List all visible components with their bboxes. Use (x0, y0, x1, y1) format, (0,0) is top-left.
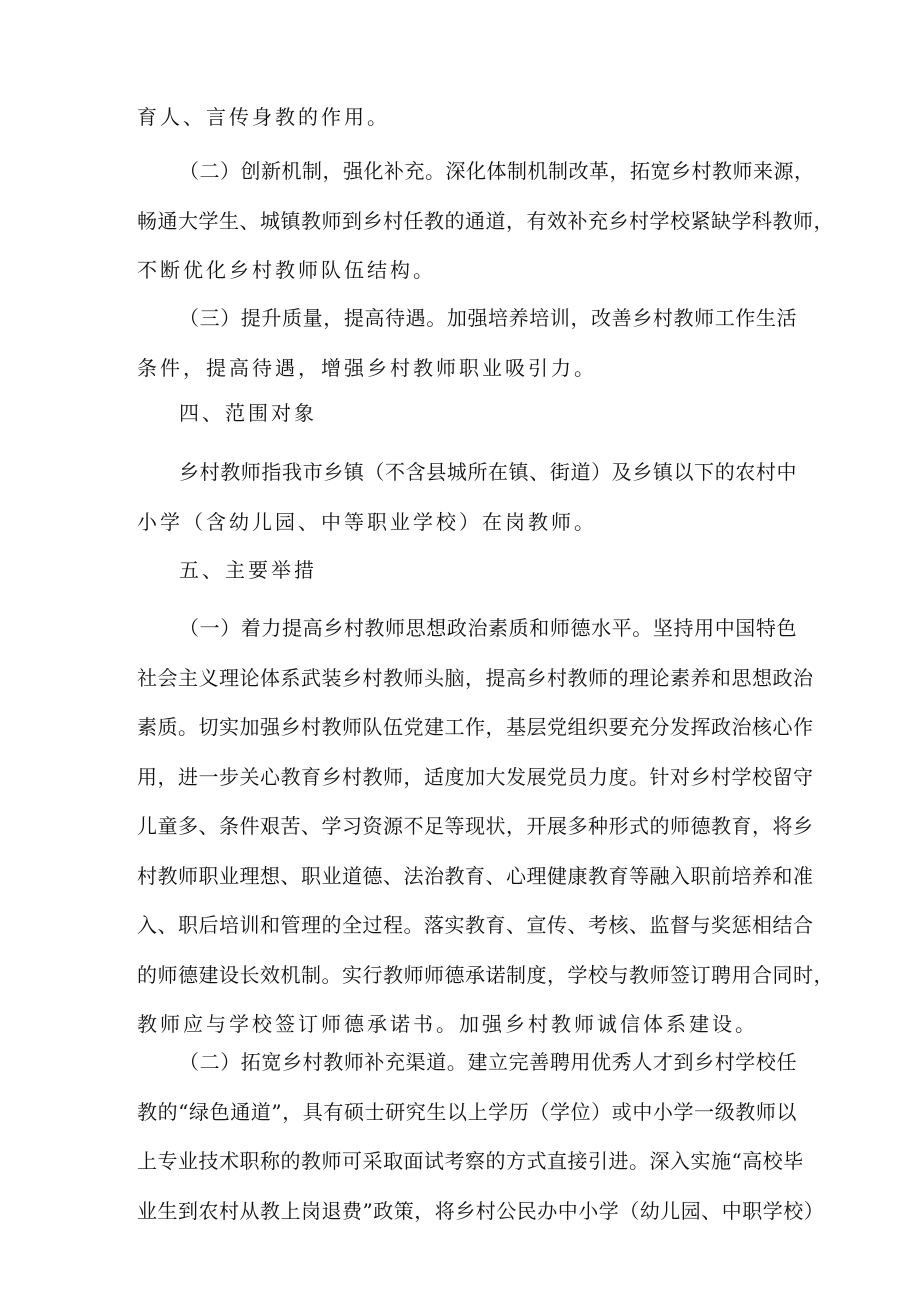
text-line: 儿童多、条件艰苦、学习资源不足等现状，开展多种形式的师德教育，将乡 (137, 814, 814, 838)
text-line: 入、职后培训和管理的全过程。落实教育、宣传、考核、监督与奖惩相结合 (137, 913, 814, 937)
text-line: 乡村教师指我市乡镇（不含县城所在镇、街道）及乡镇以下的农村中 (179, 460, 797, 484)
paragraph-continuation (137, 93, 797, 143)
text-line: 畅通大学生、城镇教师到乡村任教的通道，有效补充乡村学校紧缺学科教师， (137, 208, 834, 233)
text-line: 条件，提高待遇，增强乡村教师职业吸引力。 (137, 355, 597, 380)
text-line: 小学（含幼儿园、中等职业学校）在岗教师。 (137, 509, 597, 534)
heading-text: 四、范围对象 (179, 401, 317, 425)
text-line: （二）拓宽乡村教师补充渠道。建立完善聘用优秀人才到乡村学校任 (179, 1050, 797, 1074)
heading-text: 五、主要举措 (179, 558, 317, 582)
text-line: 育人、言传身教的作用。 (137, 105, 390, 129)
text-line: 教的“绿色通道”，具有硕士研究生以上学历（学位）或中小学一级教师以 (137, 1099, 797, 1124)
section-heading-scope (137, 389, 797, 439)
text-line: 用，进一步关心教育乡村教师，适度加大发展党员力度。针对乡村学校留守 (137, 764, 814, 789)
text-line: （三）提升质量，提高待遇。加强培养培训，改善乡村教师工作生活 (179, 306, 797, 330)
text-line: （二）创新机制，强化补充。深化体制机制改革，拓宽乡村教师来源， (179, 159, 815, 183)
text-line: 素质。切实加强乡村教师队伍党建工作，基层党组织要充分发挥政治核心作 (137, 715, 814, 739)
paragraph-measure-2 (137, 1038, 825, 1236)
paragraph-innovate-mechanism (137, 147, 834, 296)
text-line: 社会主义理论体系武装乡村教师头脑，提高乡村教师的理论素养和思想政治 (137, 665, 814, 690)
text-line: 上专业技术职称的教师可采取面试考察的方式直接引进。深入实施“高校毕 (137, 1149, 804, 1173)
text-line: 不断优化乡村教师队伍结构。 (137, 258, 436, 282)
text-line: 的师德建设长效机制。实行教师师德承诺制度，学校与教师签订聘用合同时， (137, 962, 834, 987)
paragraph-improve-quality (137, 294, 797, 393)
section-heading-measures (137, 546, 797, 596)
text-line: 业生到农村从教上岗退费”政策，将乡村公民办中小学（幼儿园、中职学校） (137, 1198, 825, 1223)
paragraph-measure-1 (137, 604, 834, 1050)
text-line: 村教师职业理想、职业道德、法治教育、心理健康教育等融入职前培养和准 (137, 863, 814, 888)
paragraph-scope (137, 448, 797, 547)
text-line: 教师应与学校签订师德承诺书。加强乡村教师诚信体系建设。 (137, 1012, 758, 1036)
text-line: （一）着力提高乡村教师思想政治素质和师德水平。坚持用中国特色 (179, 616, 797, 640)
